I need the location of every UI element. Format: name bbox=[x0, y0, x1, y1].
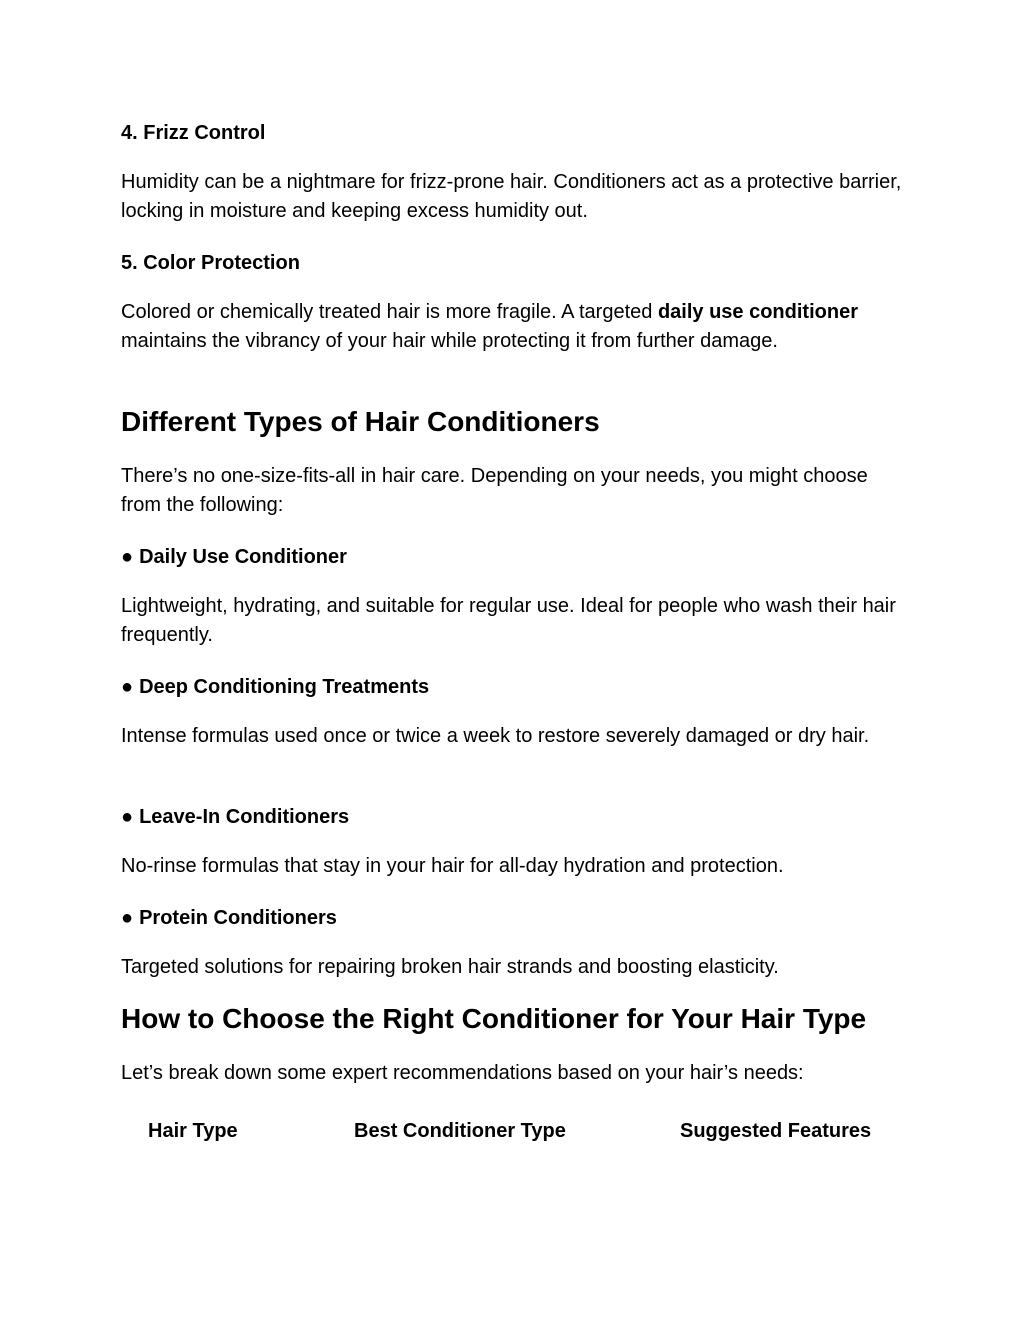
heading-different-types: Different Types of Hair Conditioners bbox=[121, 406, 600, 437]
bullet-paragraph: Lightweight, hydrating, and suitable for regular use. Ideal for people who wash their hair frequently. bbox=[121, 595, 896, 646]
paragraph-choose-intro: Let’s break down some expert recommendations based on your hair’s needs: bbox=[121, 1062, 804, 1084]
section-heading-color-protection: 5. Color Protection bbox=[121, 252, 300, 274]
table-header-hair-type: Hair Type bbox=[148, 1120, 238, 1142]
bullet-icon: ● bbox=[121, 907, 134, 929]
bullet-heading bbox=[121, 906, 337, 930]
bullet-title: Daily Use Conditioner bbox=[139, 546, 347, 568]
bullet-heading bbox=[121, 805, 349, 829]
paragraph-types-intro: There’s no one-size-fits-all in hair care. Depending on your needs, you might choose from the following: bbox=[121, 465, 868, 516]
bullet-icon: ● bbox=[121, 806, 134, 828]
bullet-paragraph: Intense formulas used once or twice a week to restore severely damaged or dry hair. bbox=[121, 725, 870, 747]
bullet-paragraph: Targeted solutions for repairing broken hair strands and boosting elasticity. bbox=[121, 956, 779, 978]
table-header-suggested-features: Suggested Features bbox=[680, 1120, 872, 1142]
table-header-best-conditioner-type: Best Conditioner Type bbox=[354, 1120, 566, 1142]
bold-keyword-daily-use-conditioner: daily use conditioner bbox=[657, 301, 858, 323]
section-heading-frizz-control: 4. Frizz Control bbox=[121, 122, 266, 144]
paragraph-color-protection bbox=[121, 298, 911, 356]
paragraph-text: maintains the vibrancy of your hair while protecting it from further damage. bbox=[121, 330, 778, 352]
heading-how-to-choose: How to Choose the Right Conditioner for Your Hair Type bbox=[121, 1003, 867, 1034]
bullet-heading bbox=[121, 675, 429, 699]
bullet-paragraph: No-rinse formulas that stay in your hair for all-day hydration and protection. bbox=[121, 855, 784, 877]
bullet-title: Leave-In Conditioners bbox=[139, 806, 350, 828]
bullet-title: Deep Conditioning Treatments bbox=[139, 676, 430, 698]
bullet-title: Protein Conditioners bbox=[139, 907, 337, 929]
bullet-icon: ● bbox=[121, 546, 134, 568]
recommendation-table-header bbox=[121, 1117, 911, 1145]
paragraph-text: Colored or chemically treated hair is more fragile. A targeted bbox=[121, 301, 658, 323]
paragraph-frizz-control: Humidity can be a nightmare for frizz-prone hair. Conditioners act as a protective barrier, locking in moisture and keeping excess humidity out. bbox=[121, 171, 902, 222]
bullet-heading bbox=[121, 545, 347, 569]
bullet-icon: ● bbox=[121, 676, 134, 698]
